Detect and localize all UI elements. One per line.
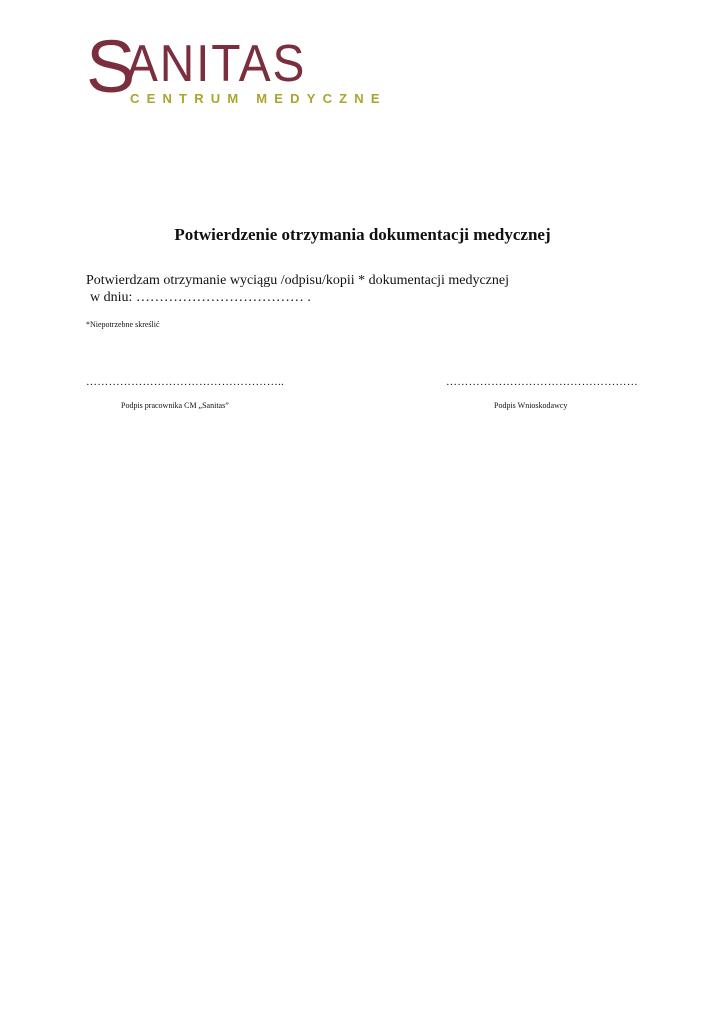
applicant-signature-line: …………………………………………… [446,376,639,388]
employee-signature-line: …………………………………………….. [86,376,285,388]
employee-signature-caption: Podpis pracownika CM „Sanitas” [121,401,229,410]
logo-subtitle: CENTRUM MEDYCZNE [130,91,387,106]
sanitas-logo [86,25,387,112]
logo-initial: S [86,25,136,108]
confirmation-text: Potwierdzam otrzymanie wyciągu /odpisu/kopii * dokumentacji medycznej [86,273,510,288]
footnote: *Niepotrzebne skreślić [86,320,160,329]
document-title: Potwierdzenie otrzymania dokumentacji medycznej [174,225,551,244]
applicant-signature-caption: Podpis Wnioskodawcy [494,401,568,410]
date-line: w dniu: ……………………………… . [90,290,311,305]
logo-wordmark: ANITAS [126,35,307,93]
